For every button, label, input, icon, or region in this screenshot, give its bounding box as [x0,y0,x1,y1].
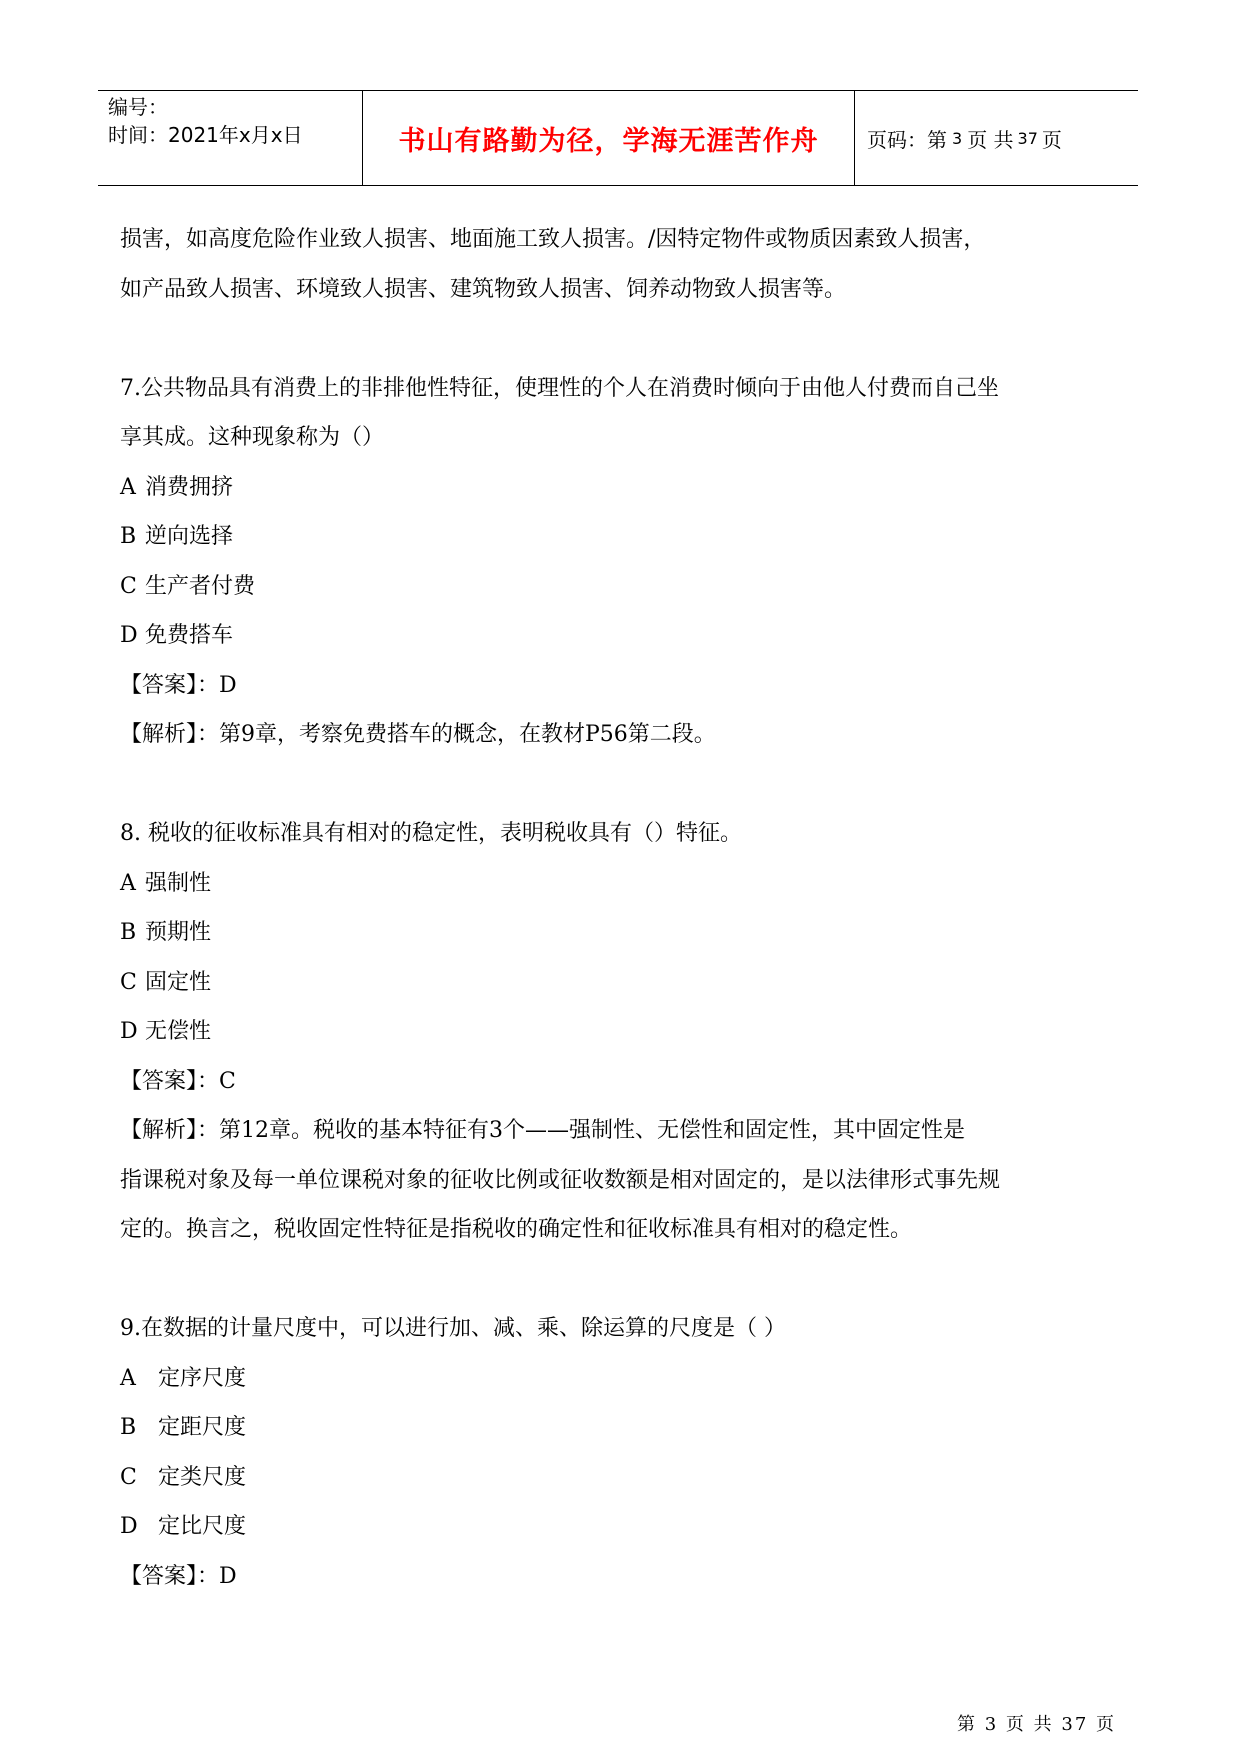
option-text: 免费搭车 [145,623,234,648]
header-page-total: 37 [1017,128,1038,148]
header-number-label: 编号： [108,95,168,119]
question-9 [120,1304,1130,1601]
q8-option-b [120,908,1130,958]
header-time-label: 时间：2021年x月x日 [108,123,303,147]
option-letter: B [120,524,137,549]
option-text: 定类尺度 [158,1464,247,1490]
option-letter: C [120,573,137,599]
intro-line-1: 损害，如高度危险作业致人损害、地面施工致人损害。/因特定物件或物质因素致人损害， [120,227,986,252]
q7-option-b [120,512,1130,562]
option-text: 定序尺度 [158,1365,247,1391]
q8-analysis-2: 指课税对象及每一单位课税对象的征收比例或征收数额是相对固定的，是以法律形式事先规 [120,1167,1001,1193]
header-page-label: 页码：第 [867,127,947,152]
option-text: 定距尺度 [158,1415,247,1440]
q9-option-b [120,1403,1130,1453]
question-8 [120,809,1130,1255]
option-text: 无偿性 [145,1019,212,1044]
option-letter: A [120,474,136,500]
document-body [120,215,1130,1601]
header-page-info [855,91,1138,185]
option-text: 预期性 [145,920,212,945]
q8-analysis-3: 定的。换言之，税收固定性特征是指税收的确定性和征收标准具有相对的稳定性。 [120,1217,913,1242]
q9-option-a [120,1354,1130,1404]
option-letter: B [120,920,137,945]
q8-option-a [120,859,1130,909]
header-page-mid: 页 共 [967,127,1014,152]
q8-option-d [120,1007,1130,1057]
option-text: 定比尺度 [158,1514,247,1539]
option-text: 固定性 [145,969,212,995]
header-page-end: 页 [1041,127,1062,152]
q8-answer: 【答案】：C [120,1068,236,1094]
q8-analysis-1: 【解析】：第12章。税收的基本特征有3个——强制性、无偿性和固定性，其中固定性是 [120,1118,965,1143]
header-page-num: 3 [952,128,963,148]
option-letter: A [120,870,136,896]
option-letter: C [120,969,137,995]
q9-option-c [120,1453,1130,1503]
option-text: 消费拥挤 [145,474,234,500]
option-text: 逆向选择 [145,524,234,549]
header-meta [98,91,363,185]
question-7 [120,364,1130,760]
q8-option-c [120,958,1130,1008]
option-letter: A [120,1365,136,1391]
option-letter: C [120,1464,137,1490]
option-letter: D [120,623,138,648]
option-letter: D [120,1019,138,1044]
q7-answer: 【答案】：D [120,672,237,698]
option-text: 强制性 [145,870,212,896]
q9-option-d [120,1502,1130,1552]
page-footer: 第 3 页 共 37 页 [957,1714,1116,1735]
option-letter: B [120,1415,137,1440]
q7-analysis: 【解析】：第9章，考察免费搭车的概念，在教材P56第二段。 [120,722,716,747]
header-motto: 书山有路勤为径，学海无涯苦作舟 [363,91,855,185]
q7-option-d [120,611,1130,661]
q7-stem-2: 享其成。这种现象称为（） [120,425,385,450]
intro-line-2: 如产品致人损害、环境致人损害、建筑物致人损害、饲养动物致人损害等。 [120,276,847,302]
page-header [98,90,1138,186]
q8-stem: 8. 税收的征收标准具有相对的稳定性，表明税收具有（）特征。 [120,821,742,846]
q9-stem: 9.在数据的计量尺度中，可以进行加、减、乘、除运算的尺度是（ ） [120,1316,786,1341]
q7-option-a [120,463,1130,513]
q7-stem-1: 7.公共物品具有消费上的非排他性特征，使理性的个人在消费时倾向于由他人付费而自己坐 [120,375,999,401]
q7-option-c [120,562,1130,612]
option-text: 生产者付费 [145,573,256,599]
option-letter: D [120,1514,138,1539]
q9-answer: 【答案】：D [120,1563,237,1589]
